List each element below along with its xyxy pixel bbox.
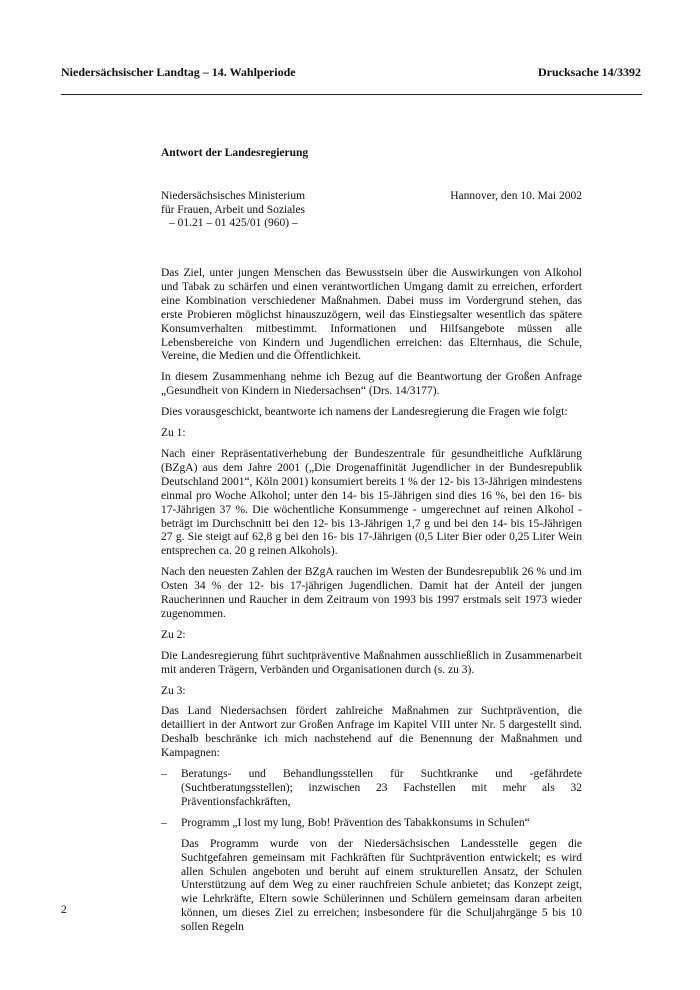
header-document-number: Drucksache 14/3392 xyxy=(538,65,641,79)
header-parliament-term: Niedersächsischer Landtag – 14. Wahlperiode xyxy=(61,65,296,79)
bullet-item xyxy=(161,817,582,831)
paragraph-intro: Das Ziel, unter jungen Menschen das Bewusstsein über die Auswirkungen von Alkohol und Tabak zu schärfen und einen verantwortlichen Umgang damit zu erreichen, erfordert eine Kombination verschiedener Maßnahmen. Dabei muss im Vordergrund stehen, das erste Probieren möglichst hinauszuzögern, weil das Einstiegsalter wesentlich das spätere Konsumverhalten mitbestimmt. Informationen und Hilfsangebote müssen alle Lebensbereiche von Kindern und Jugendlichen erreichen: das Elternhaus, die Schule, Vereine, die Medien und die Öffentlichkeit. xyxy=(161,267,582,363)
document-body xyxy=(161,267,582,942)
header-rule xyxy=(61,94,642,95)
paragraph-answer-2: Die Landesregierung führt suchtpräventive Maßnahmen ausschließlich in Zusammenarbeit mit anderen Trägern, Verbänden und Organisationen durch (s. zu 3). xyxy=(161,649,582,676)
document-title: Antwort der Landesregierung xyxy=(161,147,309,159)
paragraph-reference: In diesem Zusammenhang nehme ich Bezug auf die Beantwortung der Großen Anfrage „Gesundheit von Kindern in Niedersachsen“ (Drs. 14/3177). xyxy=(161,371,582,398)
ministry-line-1: Niedersächsisches Ministerium xyxy=(161,190,306,202)
page-number: 2 xyxy=(61,904,67,916)
heading-zu-2: Zu 2: xyxy=(161,628,186,641)
bullet-dash: – xyxy=(161,768,167,781)
paragraph-program-description: Das Programm wurde von der Niedersächsischen Landesstelle gegen die Suchtgefahren gemeinsam mit Fachkräften für Suchtprävention entwickelt; es wird allen Schulen angeboten und beruht auf einem strukturellen Ansatz, der Schulen Unterstützung auf dem Weg zu einer rauchfreien Schule anbietet; das Konzept zeigt, wie Lehrkräfte, Eltern sowie Schülerinnen und Schülern gemeinsam daran arbeiten können, um dieses Ziel zu erreichen; insbesondere für die Schuljahrgänge 5 bis 10 sollen Regeln xyxy=(181,837,582,934)
ministry-line-2: für Frauen, Arbeit und Soziales xyxy=(161,203,306,216)
heading-zu-3: Zu 3: xyxy=(161,684,186,697)
bullet-text: Programm „I lost my lung, Bob! Prävention des Tabakkonsums in Schulen“ xyxy=(181,816,530,829)
paragraph-alcohol-stats: Nach einer Repräsentativerhebung der Bundeszentrale für gesundheitliche Aufklärung (BZgA) aus dem Jahre 2001 („Die Drogenaffinität Jugendlicher in der Bundesrepublik Deutschland 2001“, Köln 2001) konsumiert bereits 1 % der 12- bis 13-Jährigen mindestens einmal pro Woche Alkohol; unter den 14- bis 15-Jährigen sind dies 16 %, bei den 16- bis 17-Jährigen 37 %. Die wöchentliche Konsummenge - umgerechnet auf reinen Alkohol - beträgt im Durchschnitt bei den 12- bis 13-Jährigen 1,7 g und bei den 14- bis 15-Jährigen 27 g. Sie steigt auf 62,8 g bei den 16- bis 17-Jährigen (0,5 Liter Bier oder 0,25 Liter Wein entsprechen ca. 20 g reinen Alkohols). xyxy=(161,447,582,558)
place-date: Hannover, den 10. Mai 2002 xyxy=(450,190,582,202)
paragraph-preface: Dies vorausgeschickt, beantworte ich namens der Landesregierung die Fragen wie folgt: xyxy=(161,406,568,419)
bullet-dash: – xyxy=(161,816,167,829)
bullet-item xyxy=(161,768,582,810)
ministry-block xyxy=(161,190,305,231)
paragraph-smoking-stats: Nach den neuesten Zahlen der BZgA rauchen im Westen der Bundesrepublik 26 % und im Osten 34 % der 12- bis 17-jährigen Jugendlichen. Damit hat der Anteil der jungen Raucherinnen und Raucher in dem Zeitraum von 1993 bis 1997 erstmals seit 1973 wieder zugenommen. xyxy=(161,566,582,620)
bullet-text: Beratungs- und Behandlungsstellen für Suchtkranke und -gefährdete (Suchtberatungsstellen); inzwischen 23 Fachstellen mit mehr als 32 Präventionsfachkräften, xyxy=(181,768,582,808)
page-header xyxy=(61,65,641,85)
paragraph-answer-3: Das Land Niedersachsen fördert zahlreiche Maßnahmen zur Suchtprävention, die detailliert in der Antwort zur Großen Anfrage im Kapitel VIII unter Nr. 5 dargestellt sind. Deshalb beschränke ich mich nachstehend auf die Benennung der Maßnahmen und Kampagnen: xyxy=(161,705,582,760)
ministry-reference: – 01.21 – 01 425/01 (960) – xyxy=(169,217,298,229)
heading-zu-1: Zu 1: xyxy=(161,427,186,440)
